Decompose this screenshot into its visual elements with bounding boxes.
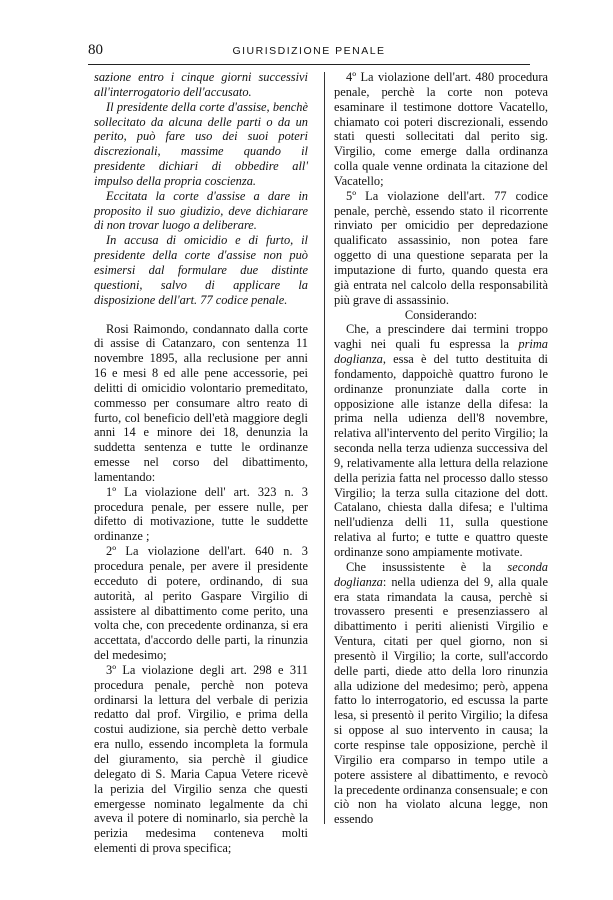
summary-paragraph: sazione entro i cinque giorni successivi all'interrogatorio dell'accusato.	[94, 70, 308, 99]
reasoning-text: : nella udienza del 9, alla quale era stata rimandata la causa, perchè si trovassero presenti e presenziassero al dibattimento i periti alienisti Virgilio e Ventura, citati per quel giorno, non si presentò il Virgilio; la corte, sull'accordo delle parti, diede atto della loro rinunzia alla udizione del medesimo; però, appena fatto lo interrogatorio, ed escussa la parte lesa, si presentò il perito Virgilio; la difesa si oppose al suo intervento in causa; la corte respinse tale opposizione, perchè il Virgilio era comparso in tempo utile a potere assistere al dibattimento, e revocò la precedente ordinanza consensuale; e con ciò non ha violato alcuna legge, non essendo	[334, 574, 548, 827]
column-divider	[324, 72, 325, 824]
page-number: 80	[88, 42, 103, 58]
reasoning-paragraph	[334, 322, 548, 560]
body-paragraph: Rosi Raimondo, condannato dalla corte di assise di Catanzaro, con sentenza 11 novembre 1895, alla reclusione per anni 16 e mesi 8 ed alle pene accessorie, pei delitti di omicidio volontario premeditato, commesso per consumare altro reato di furto, col beneficio dell'età maggiore degli anni 14 e minore dei 18, denunzia la suddetta sentenza e tutte le ordinanze emesse nel corso del dibattimento, lamentando:	[94, 321, 308, 484]
body-paragraph: 5º La violazione dell'art. 77 codice penale, perchè, essendo stato il ricorrente rinviato per omicidio per depredazione qualificato assassinio, non potea fare oggetto di una questione separata per la imputazione di furto, quando questa era già entrata nel calcolo della responsabilità più grave di assassinio.	[334, 188, 548, 307]
running-title: GIURISDIZIONE PENALE	[232, 45, 386, 57]
page-header	[88, 42, 530, 66]
summary-paragraph: In accusa di omicidio e di furto, il presidente della corte d'assise non può esimersi dal formulare due distinte questioni, salvo di applicare la disposizione dell'art. 77 codice penale.	[94, 233, 308, 307]
reasoning-text: , essa è del tutto destituita di fondamento, dappoichè quattro furono le ordinanze pronunziate dalla corte in opposizione alle istanze della difesa: la prima nella udienza dell'8 novembre, relativa all'intervento del perito Virgilio; la seconda nella terza udienza successiva del 9, relativamente alla lettura della relazione della perizia fatta nel processo dallo stesso Virgilio; la terza sulla citazione del dott. Catalano, chiesta dalla difesa; e l'ultima nell'udienza delli 11, sulla questione relativa al furto; e tutte e quattro queste ordinanze sono ampiamente motivate.	[334, 352, 548, 559]
header-rule	[88, 64, 530, 65]
summary-paragraph: Il presidente della corte d'assise, benchè sollecitato da alcuna delle parti o da un perito, può fare uso dei suoi poteri discrezionali, massime quando il presidente dichiari di obbedire all' impulso della propria coscienza.	[94, 99, 308, 188]
reasoning-text: Che, a prescindere dai termini troppo vaghi nei quali fu espressa la	[334, 322, 548, 352]
reasoning-paragraph	[334, 560, 548, 827]
body-paragraph: 3º La violazione degli art. 298 e 311 procedura penale, perchè non poteva ordinarsi la lettura del verbale di perizia redatto dal prof. Virgilio, e prima della costui audizione, sia perchè detto verbale era nullo, essendo incompleta la formula del giuramento, sia perchè il giudice delegato di S. Maria Capua Vetere ricevè la perizia del Virgilio senza che questi emergesse nominato legalmente da chi aveva il potere di nominarlo, sia perchè la perizia medesima conteneva molti elementi di prova specifica;	[94, 662, 308, 856]
reasoning-text: Che insussistente è la	[346, 559, 508, 574]
left-column	[94, 70, 308, 856]
reasoning-italic-text: prima doglianza	[334, 337, 548, 367]
reasoning-italic-text: seconda doglianza	[334, 559, 548, 589]
body-paragraph: 1º La violazione dell' art. 323 n. 3 procedura penale, per essere nulle, per difetto di motivazione, tutte le suddette ordinanze ;	[94, 484, 308, 544]
body-paragraph: 4º La violazione dell'art. 480 procedura penale, perchè la corte non poteva esaminare il testimone dottore Vacatello, chiamato coi poteri discrezionali, essendo stati questi sollecitati dal perito sig. Virgilio, come emerge dalla ordinanza colla quale venne ordinata la citazione del Vacatello;	[334, 70, 548, 188]
right-column	[334, 70, 548, 827]
body-paragraph: 2º La violazione dell'art. 640 n. 3 procedura penale, per avere il presidente ecceduto di potere, ordinando, di sua autorità, al perito Gaspare Virgilio di assistere al dibattimento come perito, una volta che, con precedente ordinanza, si era accettata, d'accordo delle parti, la rinunzia del medesimo;	[94, 544, 308, 663]
summary-paragraph: Eccitata la corte d'assise a dare in proposito il suo giudizio, deve dichiarare di non trovar luogo a deliberare.	[94, 188, 308, 233]
considerando-heading: Considerando:	[404, 307, 478, 322]
